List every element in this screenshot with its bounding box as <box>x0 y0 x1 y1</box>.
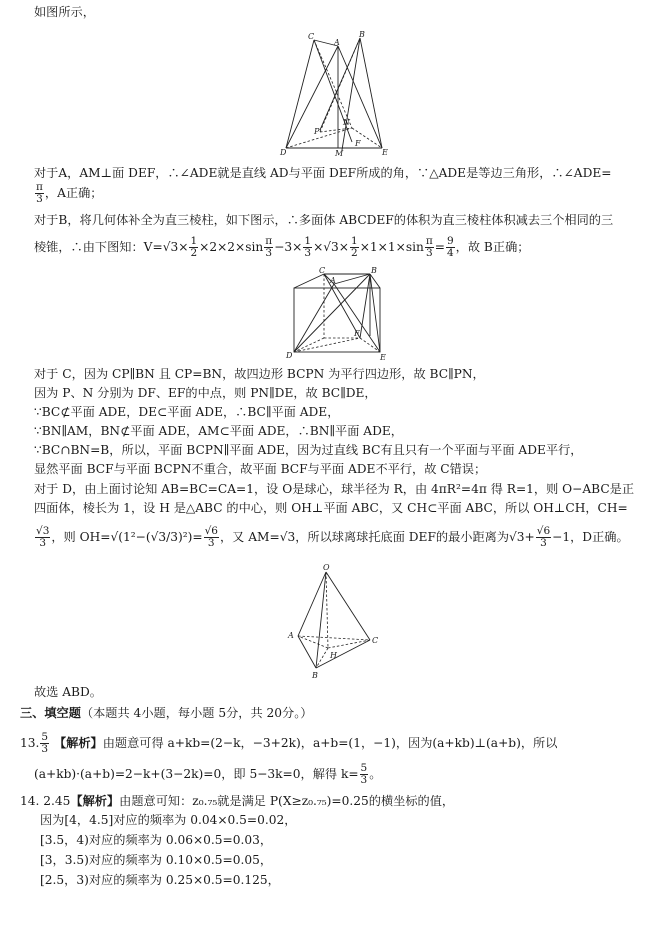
vertex-label: B <box>371 266 377 275</box>
fraction: $\frac{\pi}{3}$ <box>425 235 433 260</box>
text-line: [2.5，3)对应的频率为 0.25×0.5=0.125， <box>40 873 280 887</box>
vertex-label: N <box>343 118 350 127</box>
figure-tetrahedron <box>284 564 384 679</box>
vertex-label: F <box>354 329 360 338</box>
text-line: ∵BC∩BN=B，所以，平面 BCPN∥平面 ADE，因为过直线 BC有且只有一个平面与平面 ADE平行， <box>34 443 583 457</box>
text-line: 如图所示， <box>34 5 95 19</box>
vertex-label: C <box>319 266 326 275</box>
vertex-label: A <box>334 38 340 47</box>
text-line: (a+kb)·(a+b)=2−k+(3−2k)=0，即 5−3k=0，解得 k= $\frac{5}{3}$ 。 <box>34 762 382 787</box>
text-line: 故选 ABD。 <box>34 685 102 699</box>
vertex-label: A <box>330 276 336 285</box>
vertex-label: P <box>314 127 320 136</box>
text-line: ∵BN∥AM，BN⊄平面 ADE，AM⊂平面 ADE，∴BN∥平面 ADE， <box>34 424 403 438</box>
fraction: $\frac{5}{3}$ <box>360 762 368 787</box>
vertex-label: C <box>372 636 379 645</box>
vertex-label: D <box>286 351 293 360</box>
vertex-label: H <box>330 651 337 660</box>
text-line: [3.5，4)对应的频率为 0.06×0.5=0.03， <box>40 833 273 847</box>
question-14: 14. 2.45【解析】由题意可知：z₀.₇₅就是满足 P(X≥z₀.₇₅)=0.25的横坐标的值， <box>20 794 455 808</box>
question-13: 13. $\frac{5}{3}$ 【解析】由题意可得 a+kb=(2−k，−3+2k)，a+b=(1，−1)，因为(a+kb)⊥(a+b)，所以 <box>20 731 558 756</box>
fraction: $\frac{1}{2}$ <box>351 235 358 260</box>
text-line: 因为[4，4.5]对应的频率为 0.04×0.5=0.02， <box>40 813 297 827</box>
fraction: $\frac{1}{3}$ <box>304 235 312 260</box>
text-line: 因为 P、N 分别为 DF、EF的中点，则 PN∥DE，故 BC∥DE， <box>34 386 377 400</box>
fraction: $\frac{√6}{3}$ <box>204 525 218 550</box>
vertex-label: B <box>359 30 365 39</box>
fraction: $\frac{1}{2}$ <box>190 235 198 260</box>
text-line: 对于A，AM⊥面 DEF，∴∠ADE就是直线 AD与平面 DEF所成的角，∵△ADE是等边三角形，∴∠ADE= <box>34 166 612 180</box>
section-heading: 三、填空题（本题共 4小题，每小题 5分，共 20分。） <box>20 706 313 720</box>
text-line: [3，3.5)对应的频率为 0.10×0.5=0.05， <box>40 853 273 867</box>
vertex-label: E <box>382 148 388 157</box>
text-line: 棱锥，∴由下图知：V=√3× $\frac{1}{2}$ ×2×2×sin $\frac{\pi}{3}$ −3× $\frac{1}{3}$ ×√3× $\frac{1}{2}$ ×1×1×sin $\frac{\pi}{3}$ = $\frac{9}{4}$ ，故 B正确； <box>34 235 530 260</box>
vertex-label: A <box>288 631 294 640</box>
fraction: $\frac{\pi}{3}$ <box>36 181 43 206</box>
vertex-label: C <box>308 32 315 41</box>
text-line: 四面体，棱长为 1，设 H 是△ABC 的中心，则 OH⊥平面 ABC，又 CH⊂平面 ABC，所以 OH⊥CH，CH= <box>34 501 628 515</box>
vertex-label: F <box>355 139 361 148</box>
text-line: $\frac{√3}{3}$ ，则 OH=√(1²−(√3/3)²)= $\frac{√6}{3}$ ，又 AM=√3，所以球离球托底面 DEF的最小距离为√3+ $\frac{√6}{3}$ −1，D正确。 <box>36 525 629 550</box>
fraction: $\frac{\pi}{3}$ <box>265 235 273 260</box>
text-line: 对于B，将几何体补全为直三棱柱，如下图示，∴多面体 ABCDEF的体积为直三棱柱体积减去三个相同的三 <box>34 213 614 227</box>
text-line: $\frac{\pi}{3}$ ，A正确； <box>36 181 103 206</box>
fraction: $\frac{9}{4}$ <box>446 235 454 260</box>
vertex-label: E <box>380 353 386 362</box>
vertex-label: O <box>323 563 330 572</box>
fraction: $\frac{√3}{3}$ <box>36 525 50 550</box>
fraction: $\frac{5}{3}$ <box>41 731 49 756</box>
text-line: 显然平面 BCF与平面 BCPN不重合，故平面 BCF与平面 ADE不平行，故 C错误； <box>34 462 487 476</box>
figure-polyhedron-1 <box>280 28 390 158</box>
vertex-label: B <box>312 671 318 680</box>
vertex-label: M <box>335 149 344 158</box>
text-line: 对于 D，由上面讨论知 AB=BC=CA=1，设 O是球心，球半径为 R，由 4πR²=4π 得 R=1，则 O−ABC是正 <box>34 482 635 496</box>
text-line: 对于 C，因为 CP∥BN 且 CP=BN，故四边形 BCPN 为平行四边形，故 BC∥PN， <box>34 367 485 381</box>
figure-prism <box>284 266 394 362</box>
text-line: ∵BC⊄平面 ADE，DE⊂平面 ADE，∴BC∥平面 ADE， <box>34 405 340 419</box>
vertex-label: D <box>280 148 287 157</box>
fraction: $\frac{√6}{3}$ <box>536 525 551 550</box>
